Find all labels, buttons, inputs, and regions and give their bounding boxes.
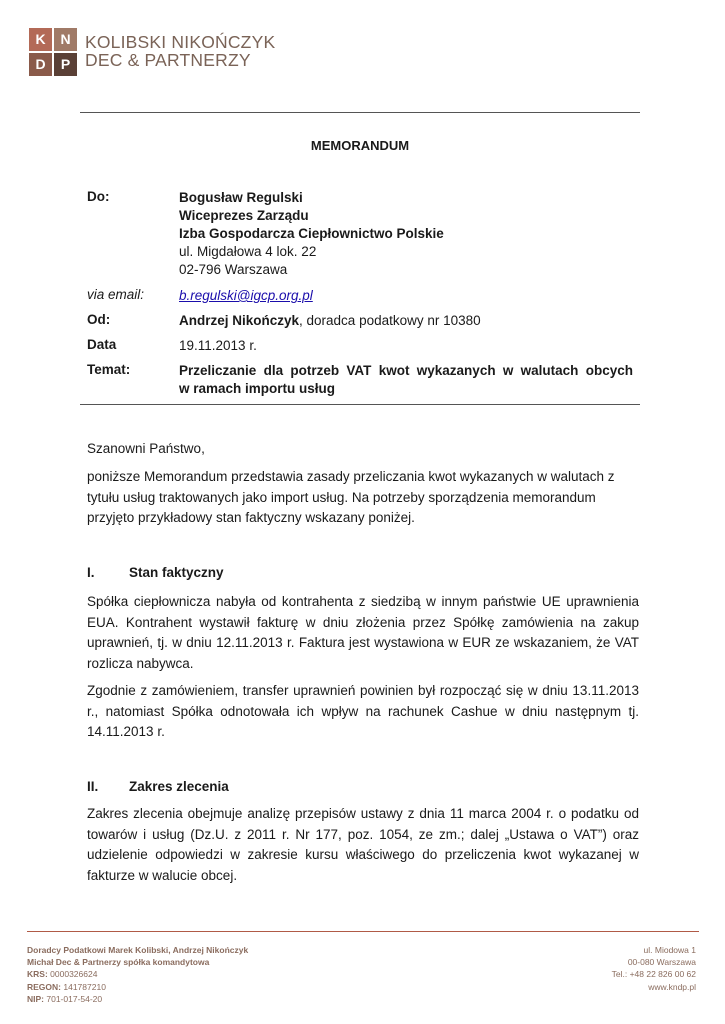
from-name: Andrzej Nikończyk bbox=[179, 313, 300, 328]
section-2-paragraph-1: Zakres zlecenia obejmuje analizę przepisów ustawy z dnia 11 marca 2004 r. o podatku od towarów i usług (Dz.U. z 2011 r. Nr 177, poz. 1054, ze zm.; dalej „Ustawa o VAT”) oraz udzielenie odpowiedzi w zakresie kursu właściwego do przeliczenia kwot wykazanej w fakturze w walucie obcej. bbox=[87, 806, 639, 883]
logo-letter-d: D bbox=[29, 53, 52, 76]
header-bottom-divider bbox=[80, 404, 640, 405]
section-1-paragraph-1: Spółka ciepłownicza nabyła od kontrahenta z siedzibą w innym państwie UE uprawnienia EUA. Kontrahent wystawił fakturę w dniu złożenia przez Spółkę zamówienia na zakup uprawnień, tj. w dniu 12.11.2013 r. Faktura jest wystawiona w EUR ze wskazaniem, że VAT rozlicza nabywca. bbox=[87, 594, 639, 671]
recipient-block bbox=[179, 189, 444, 279]
recipient-street: ul. Migdałowa 4 lok. 22 bbox=[179, 244, 317, 259]
footer-address-street: ul. Miodowa 1 bbox=[643, 945, 696, 955]
logo-line-1: KOLIBSKI NIKOŃCZYK bbox=[85, 32, 276, 52]
subject-label: Temat: bbox=[87, 362, 131, 377]
footer-contact-info bbox=[612, 944, 696, 993]
footer-divider bbox=[27, 931, 699, 932]
from-label: Od: bbox=[87, 312, 111, 327]
footer-company-line-2: Michał Dec & Partnerzy spółka komandytowa bbox=[27, 957, 210, 968]
email-link[interactable]: b.regulski@igcp.org.pl bbox=[179, 288, 313, 303]
footer-address-city: 00-080 Warszawa bbox=[627, 957, 696, 968]
header-divider bbox=[80, 112, 640, 113]
footer-krs: KRS: 0000326624 bbox=[27, 969, 98, 980]
subject-line-2: w ramach importu usług bbox=[179, 381, 336, 396]
section-1-number: I. bbox=[87, 565, 95, 580]
footer-company-info bbox=[27, 944, 248, 1005]
subject-value bbox=[179, 362, 633, 398]
logo-letter-k: K bbox=[29, 28, 52, 51]
footer-company-line-1: Doradcy Podatkowi Marek Kolibski, Andrzej Nikończyk bbox=[27, 945, 249, 955]
kndp-logo bbox=[29, 28, 77, 76]
logo-letter-n: N bbox=[54, 28, 77, 51]
memo-title: MEMORANDUM bbox=[310, 138, 410, 153]
from-value bbox=[179, 312, 481, 330]
from-title: , doradca podatkowy nr 10380 bbox=[299, 313, 481, 328]
section-1-paragraph-2: Zgodnie z zamówieniem, transfer uprawnień powinien był rozpocząć się w dniu 13.11.2013 r., natomiast Spółka odnotowała ich wpływ na rachunek Cashue w dniu następnym tj. 14.11.2013 r. bbox=[87, 683, 639, 739]
subject-line-1: Przeliczanie dla potrzeb VAT kwot wykazanych w walutach obcych bbox=[179, 363, 633, 378]
recipient-organization: Izba Gospodarcza Ciepłownictwo Polskie bbox=[179, 226, 444, 241]
section-1-title: Stan faktyczny bbox=[129, 565, 224, 580]
footer-nip: NIP: 701-017-54-20 bbox=[27, 993, 103, 1004]
recipient-city: 02-796 Warszawa bbox=[179, 262, 288, 277]
intro-paragraph: poniższe Memorandum przedstawia zasady przeliczania kwot wykazanych w walutach z tytułu usług traktowanych jako import usług. Na potrzeby sporządzenia memorandum przyjęto przykładowy stan faktyczny wskazany poniżej. bbox=[87, 469, 615, 525]
recipient-position: Wiceprezes Zarządu bbox=[179, 208, 309, 223]
email-label: via email: bbox=[87, 287, 145, 302]
footer-regon: REGON: 141787210 bbox=[27, 981, 106, 992]
email-value-wrap bbox=[179, 287, 313, 305]
section-2-title: Zakres zlecenia bbox=[129, 779, 229, 794]
footer-phone: Tel.: +48 22 826 00 62 bbox=[611, 969, 696, 980]
date-label: Data bbox=[87, 337, 117, 352]
logo-letter-p: P bbox=[54, 53, 77, 76]
section-2-number: II. bbox=[87, 779, 99, 794]
to-label: Do: bbox=[87, 189, 110, 204]
date-value: 19.11.2013 r. bbox=[179, 338, 257, 353]
footer-website-link[interactable]: www.kndp.pl bbox=[648, 981, 696, 992]
logo-line-2: DEC & PARTNERZY bbox=[85, 50, 251, 70]
logo-wordmark bbox=[85, 33, 275, 69]
recipient-name: Bogusław Regulski bbox=[179, 190, 303, 205]
greeting: Szanowni Państwo, bbox=[87, 441, 205, 456]
